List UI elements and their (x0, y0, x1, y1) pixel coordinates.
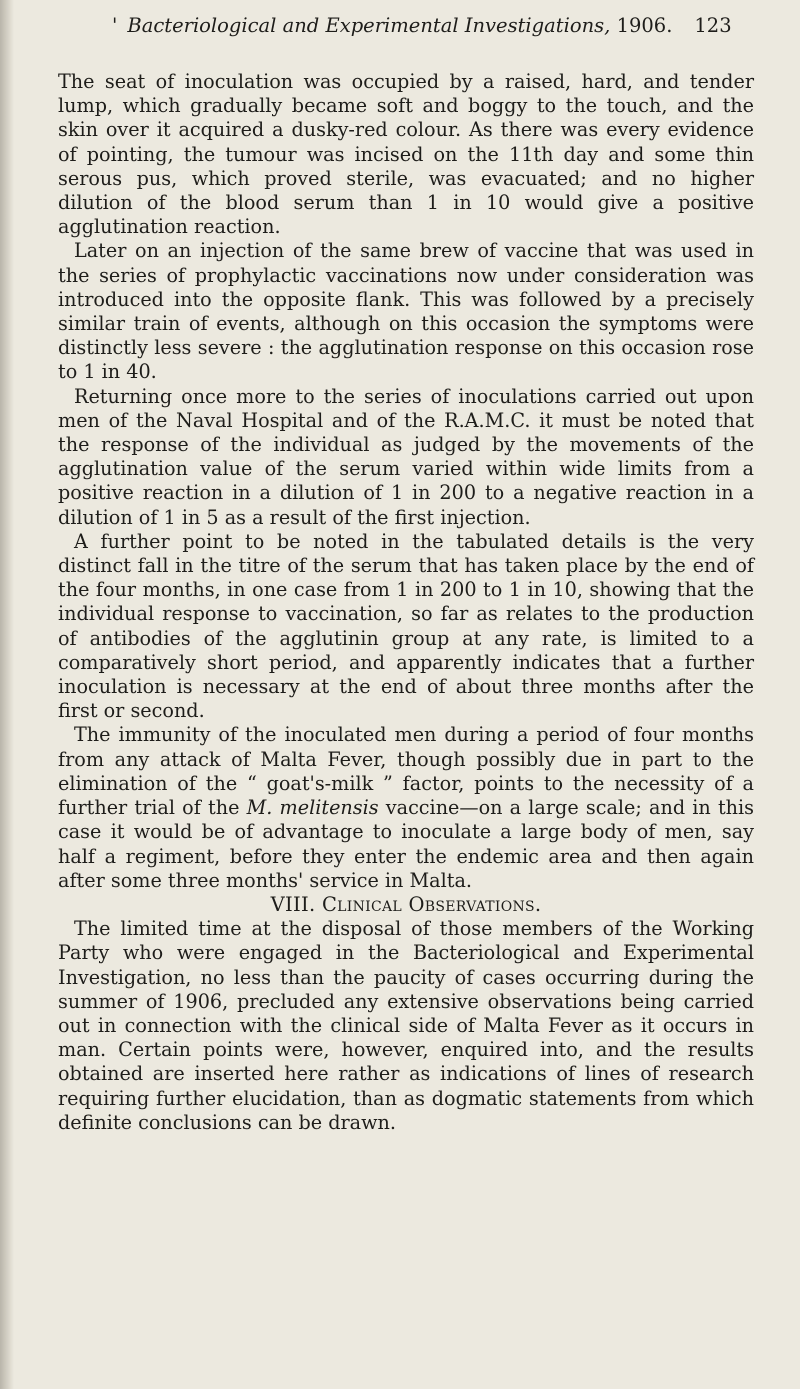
running-header (112, 14, 732, 37)
section-number: VIII. (270, 892, 316, 916)
paragraph-text: vaccine—on a large scale; and in this case it would be of advantage to inoculate a large body of men, say half a regiment, before they enter the endemic area and then again after some three months' service in Malta. (58, 796, 754, 892)
paragraph: The limited time at the disposal of those members of the Working Party who were engaged in the Bacteriological and Experimental Investigation, no less than the paucity of cases occurring during the summer of 1906, precluded any extensive observations being carried out in connection with the clinical side of Malta Fever as it occurs in man. Certain points were, however, enquired into, and the results obtained are inserted here rather as indications of lines of research requiring further elucidation, than as dogmatic statements from which definite conclusions can be drawn. (58, 917, 754, 1134)
section-heading (58, 893, 754, 917)
paragraph: Later on an injection of the same brew of vaccine that was used in the series of prophylactic vaccinations now under consideration was introduced into the opposite flank. This was followed by a precisely similar train of events, although on this occasion the symptoms were distinctly less severe : the agglutination response on this occasion rose to 1 in 40. (58, 239, 754, 384)
paragraph-immunity (58, 723, 754, 892)
section-title: Clinical Observations. (321, 892, 542, 916)
page-number: 123 (694, 14, 732, 37)
running-title: Bacteriological and Experimental Investigations, (127, 14, 611, 37)
paragraph-text: The immunity of the inoculated men during a period of four months from any attack of Malta Fever, though possibly due in part to the elimination of the “ goat's-milk ” factor, points to the necessity of a further trial of the (58, 723, 754, 820)
body-text (58, 70, 754, 1135)
header-year: 1906. (616, 14, 673, 37)
header-mark: ' (112, 14, 118, 37)
organism-name: M. melitensis (246, 796, 379, 820)
page-gutter-shadow (0, 0, 14, 1389)
paragraph: A further point to be noted in the tabulated details is the very distinct fall in the titre of the serum that has taken place by the end of the four months, in one case from 1 in 200 to 1 in 10, showing that the individual response to vaccination, so far as relates to the production of antibodies of the agglutinin group at any rate, is limited to a comparatively short period, and apparently indicates that a further inoculation is necessary at the end of about three months after the first or second. (58, 529, 754, 723)
paragraph: Returning once more to the series of inoculations carried out upon men of the Naval Hospital and of the R.A.M.C. it must be noted that the response of the individual as judged by the movements of the agglutination value of the serum varied within wide limits from a positive reaction in a dilution of 1 in 200 to a negative reaction in a dilution of 1 in 5 as a result of the first injection. (58, 384, 754, 529)
paragraph: The seat of inoculation was occupied by a raised, hard, and tender lump, which gradually became soft and boggy to the touch, and the skin over it acquired a dusky-red colour. As there was every evidence of pointing, the tumour was incised on the 11th day and some thin serous pus, which proved sterile, was evacuated; and no higher dilution of the blood serum than 1 in 10 would give a positive agglutination reaction. (58, 70, 754, 239)
